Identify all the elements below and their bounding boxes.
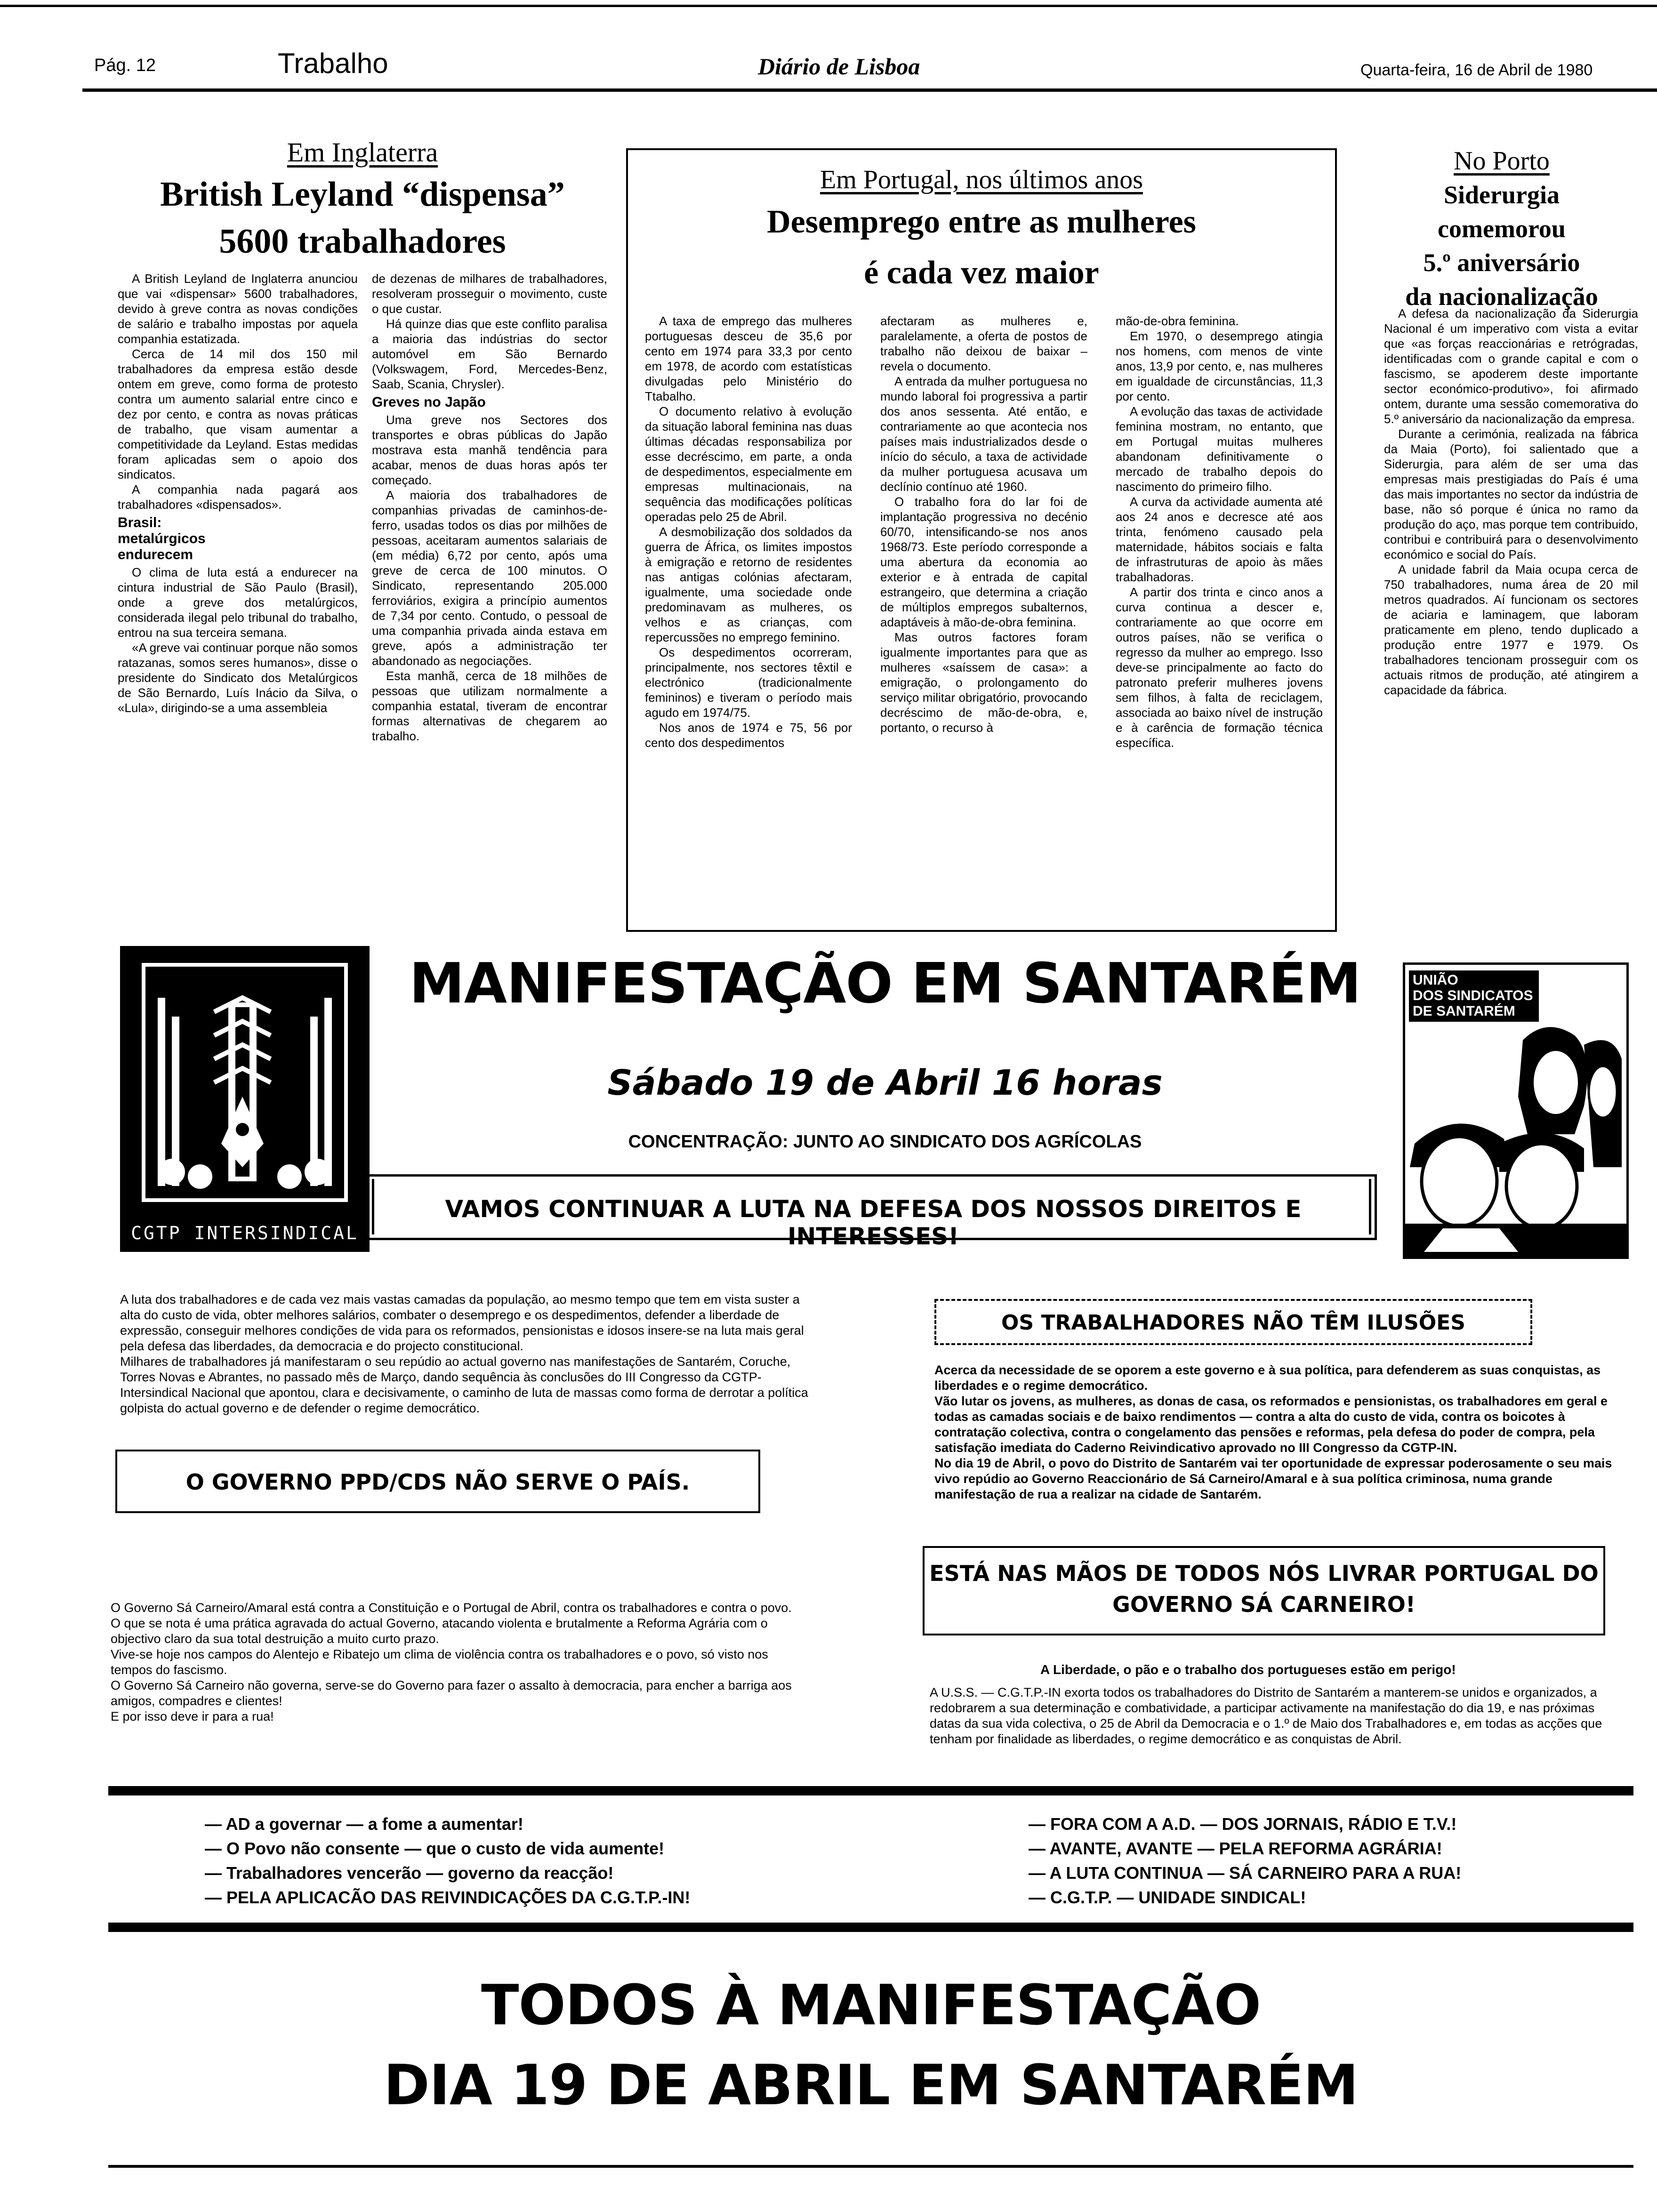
workers-illustration-icon [1405, 965, 1626, 1257]
paragraph: Durante a cerimónia, realizada na fábrica da Maia (Porto), foi salientado que a Siderurgia, para além de ser uma das empresas mais prestigiadas do País é uma das mais importantes no sector da indústria de base, não só porque é única no ramo da produção do aço, mas porque tem contribuido, contribui e contribuirá para o desenvolvimento económico e social do País. [1384, 427, 1638, 561]
headline-line: Desemprego entre as mulheres [767, 204, 1196, 240]
paragraph: O documento relativo à evolução da situação laboral feminina nas duas últimas décadas responsabiliza por esse decréscimo, em parte, a onda de despedimentos, especialmente em empresas multinacionais, na sequência das modificações políticas operadas pelo 25 de Abril. [645, 404, 852, 524]
paragraph: O que se nota é uma prática agravada do actual Governo, atacando violenta e brutalmente a Reforma Agrária com o objectivo claro da sua total destruição a muito curto prazo. [111, 1616, 768, 1646]
paragraph: O Governo Sá Carneiro/Amaral está contra a Constituição e o Portugal de Abril, contra os trabalhadores e contra o povo. [111, 1601, 792, 1615]
slogan: — A LUTA CONTINUA — SÁ CARNEIRO PARA A RUA! [1029, 1863, 1462, 1883]
headline-line: Siderurgia [1443, 181, 1560, 209]
article-portugal [631, 165, 1332, 298]
article-column [880, 313, 1087, 735]
paragraph: E por isso deve ir para a rua! [111, 1709, 274, 1723]
footer-line: DIA 19 DE ABRIL EM SANTARÉM [383, 2052, 1359, 2117]
paragraph: «A greve vai continuar porque não somos ratazanas, somos seres humanos», disse o presidente do Sindicato dos Metalúrgicos de São Bernardo, Luís Inácio da Silva, o «Lula», dirigindo-se a uma assembleia [118, 641, 358, 715]
masthead-rule [82, 88, 1657, 92]
paragraph: Vão lutar os jovens, as mulheres, as donas de casa, os reformados e pensionistas, os trabalhadores em geral e todas as camadas sociais e de baixo rendimentos — contra a alta do custo de vida, contra os boicotes à contratação colectiva, contra o congelamento das pensões e reformas, pela defesa do poder de compra, pela satisfação imediata do Caderno Reivindicativo aprovado no III Congresso da CGTP-IN. [934, 1394, 1608, 1455]
manifestacao-concentration: CONCENTRAÇÃO: JUNTO AO SINDICATO DOS AGRÍCOLAS [628, 1132, 1142, 1152]
slogan: — Trabalhadores vencerão — governo da reacção! [205, 1863, 614, 1883]
paragraph: A partir dos trinta e cinco anos a curva continua a descer e, contrariamente ao que ocorre em outros países, não se verifica o regresso da mulher ao emprego. Isso deve-se principalmente ao facto do patronato preferir mulheres jovens sem filhos, à falta de reciclagem, associada ao baixo nível de instrução e à carência de formação técnica específica. [1116, 585, 1323, 750]
slogan: — AD a governar — a fome a aumentar! [205, 1814, 523, 1834]
paragraph: A entrada da mulher portuguesa no mundo laboral foi progressiva a partir dos anos sessenta. Até então, e contrariamente ao que acontecia nos países mais industrializados desde o início do século, a taxa de actividade da mulher portuguesa acusava um declínio contínuo até 1960. [880, 374, 1087, 494]
paragraph: No dia 19 de Abril, o povo do Distrito de Santarém vai ter oportunidade de expressar poderosamente o seu mais vivo repúdio ao Governo Reaccionário de Sá Carneiro/Amaral e à sua política criminosa, numa grande manifestação de rua a realizar na cidade de Santarém. [934, 1456, 1612, 1501]
issue-date: Quarta-feira, 16 de Abril de 1980 [1360, 61, 1593, 79]
paragraph: Acerca da necessidade de se oporem a este governo e à sua política, para defenderem as suas conquistas, as liberdades e o regime democrático. [934, 1363, 1601, 1393]
paragraph: O trabalho fora do lar foi de implantação progressiva no decénio 60/70, intensificando-se nos anos 1968/73. Este período corresponde a uma abertura da economia ao exterior e à entrada de capital estrangeiro, que determina a criação de múltiplos empregos subalternos, adaptáveis à mão-de-obra feminina. [880, 495, 1087, 629]
union-poster [1403, 962, 1629, 1259]
union-label-line: UNIÃO [1413, 972, 1458, 988]
paragraph: A British Leyland de Inglaterra anunciou que vai «dispensar» 5600 trabalhadores, devido à greve contra as novas condições de salário e trabalho impostas por aquela companhia estatizada. [118, 272, 358, 346]
paragraph: A companhia nada pagará aos trabalhadores «dispensados». [118, 482, 358, 512]
footer-call [108, 1965, 1633, 2125]
paragraph: A desmobilização dos soldados da guerra de África, os limites impostos à emigração e retorno de residentes nas antigas colónias afectaram, igualmente, uma sociedade onde predominavam as mulheres, os velhos e as crianças, com repercussões no emprego feminino. [645, 525, 852, 644]
manifestacao-banner-text: VAMOS CONTINUAR A LUTA NA DEFESA DOS NOSSOS DIREITOS E INTERESSES! [445, 1195, 1302, 1250]
slogan: — FORA COM A A.D. — DOS JORNAIS, RÁDIO E T.V.! [1029, 1814, 1457, 1834]
paragraph: O clima de luta está a endurecer na cintura industrial de São Paulo (Brasil), onde a greve dos metalúrgicos, considerada ilegal pelo tribunal do trabalho, entrou na sua terceira semana. [118, 565, 358, 640]
slogans-left [205, 1812, 873, 1910]
paragraph: afectaram as mulheres e, paralelamente, a oferta de postos de trabalho não deixou de baixar – revela o documento. [880, 314, 1087, 373]
livrar-box-text [927, 1558, 1601, 1620]
subheading: Brasil: metalúrgicos endurecem [118, 515, 206, 562]
slogan: — O Povo não consente — que o custo de vida aumente! [205, 1839, 665, 1858]
footer-rule [108, 2165, 1633, 2168]
paragraph: A evolução das taxas de actividade feminina mostram, no entanto, que em Portugal muitas mulheres abandonam definitivamente o mercado de trabalho depois do nascimento do primeiro filho. [1116, 404, 1323, 494]
paragraph: A luta dos trabalhadores e de cada vez mais vastas camadas da população, ao mesmo tempo que tem em vista suster a alta do custo de vida, obter melhores salários, combater o desemprego e os despedimentos, defender a liberdade de expressão, conseguir melhores condições de vida para os reformados, pensionistas e idosos insere-se na luta mais geral pela defesa das liberdades, da democracia e do projecto constitucional. [120, 1292, 804, 1353]
union-label-line: DE SANTARÉM [1413, 1003, 1515, 1019]
paragraph: Cerca de 14 mil dos 150 mil trabalhadores da empresa estão desde ontem em greve, como forma de protesto contra um aumento salarial entre cinco e dez por cento, e contra as novas práticas de trabalho, que visam aumentar a competitividade da Leyland. Estas medidas foram aplicadas sem o apoio dos sindicatos. [118, 347, 358, 481]
paragraph: Há quinze dias que este conflito paralisa a maioria das indústrias do sector automóvel em São Bernardo (Volkswagem, Ford, Mercedes-Benz, Saab, Scania, Chrysler). [372, 317, 607, 391]
paragraph: mão-de-obra feminina. [1116, 314, 1239, 328]
article-porto [1356, 146, 1648, 313]
liberdade-line: A Liberdade, o pão e o trabalho dos portugueses estão em perigo! [1040, 1662, 1456, 1677]
paragraph: A defesa da nacionalização da Siderurgia Nacional é um imperativo com vista a evitar que «as forças reaccionárias e retrógradas, identificadas com o grande capital e com o fascismo, se apoderem deste importante sector económico-produtivo», foi afirmado ontem, durante uma sessão comemorativa do 5.º aniversário da nacionalização da empresa. [1384, 306, 1638, 426]
paragraph: Esta manhã, cerca de 18 milhões de pessoas que utilizam normalmente a companhia estatal, tiveram de encontrar formas alternativas de chegarem ao trabalho. [372, 669, 607, 743]
article-headline [1356, 178, 1648, 313]
slogan: — PELA APLICACÃO DAS REIVINDICAÇÕES DA C.G.T.P.-IN! [205, 1888, 691, 1907]
headline-line: 5.º aniversário [1423, 248, 1580, 277]
article-column [118, 271, 358, 715]
logo-caption: CGTP INTERSINDICAL [131, 1223, 359, 1243]
headline-line: é cada vez maior [864, 255, 1099, 291]
top-rule [0, 5, 1657, 7]
headline-line: British Leyland “dispensa” [160, 175, 565, 214]
slogan: — C.G.T.P. — UNIDADE SINDICAL! [1029, 1888, 1306, 1907]
article-kicker: Em Portugal, nos últimos anos [820, 165, 1143, 194]
headline-line: da nacionalização [1405, 282, 1598, 311]
paragraph: de dezenas de milhares de trabalhadores, resolveram prosseguir o movimento, custe o que custar. [372, 272, 607, 316]
article-column [372, 271, 607, 744]
right-text [934, 1362, 1631, 1502]
governo-box-text: O GOVERNO PPD/CDS NÃO SERVE O PAÍS. [185, 1469, 690, 1495]
ilusoes-box-text: OS TRABALHADORES NÃO TÊM ILUSÕES [1001, 1311, 1465, 1335]
article-column [1116, 313, 1323, 750]
paragraph: A maioria dos trabalhadores de companhias privadas de caminhos-de-ferro, usadas todos os dias por milhões de pessoas, aceitaram aumentos salariais de (em média) 6,72 por cento, após uma greve de cerca de 100 minutos. O Sindicato, representando 205.000 ferroviários, exigira a princípio aumentos de 7,34 por cento. Contudo, o pessoal de uma companhia privada ainda estava em greve, após a administração ter abandonado as negociações. [372, 488, 607, 668]
left-intro [120, 1292, 812, 1416]
paragraph: Os despedimentos ocorreram, principalmente, nos sectores têxtil e electrónico (tradicionalmente femininos) e tiveram o período mais agudo em 1974/75. [645, 645, 852, 720]
slogan: — AVANTE, AVANTE — PELA REFORMA AGRÁRIA! [1029, 1839, 1442, 1858]
left-body [111, 1600, 812, 1724]
paragraph: A curva da actividade aumenta até aos 24 anos e decresce até aos trinta, fenómeno causado pela maternidade, hábitos sociais e falta de infrastruturas de apoio às mães trabalhadoras. [1116, 495, 1323, 584]
footer-line: TODOS À MANIFESTAÇÃO [481, 1972, 1261, 2037]
article-headline [631, 197, 1332, 298]
paragraph: Uma greve nos Sectores dos transportes e obras públicas do Japão mostrava esta manhã tendência para acabar, menos de duas horas após ter começado. [372, 413, 607, 487]
livrar-line: ESTÁ NAS MÃOS DE TODOS NÓS LIVRAR PORTUGAL DO [929, 1561, 1599, 1586]
uss-paragraph: A U.S.S. — C.G.T.P.-IN exorta todos os trabalhadores do Distrito de Santarém a manterem-se unidos e organizados, a redobrarem a sua determinação e combatividade, a participar activamente na manifestação do dia 19, e nas próximas datas da sua vida colectiva, o 25 de Abril da Democracia e o 1.º de Maio dos Trabalhadores e, em todas as acções que tenham por finalidade as liberdades, o regime democrático e as conquistas de Abril. [930, 1685, 1602, 1746]
paragraph: Nos anos de 1974 e 75, 56 por cento dos despedimentos [645, 721, 852, 750]
manifestacao-title: MANIFESTAÇÃO EM SANTARÉM [409, 951, 1361, 1016]
paragraph: Vive-se hoje nos campos do Alentejo e Ribatejo um clima de violência contra os trabalhadores e o povo, só visto nos tempos do fascismo. [111, 1647, 768, 1677]
cgtp-logo [120, 946, 370, 1252]
paragraph: O Governo Sá Carneiro não governa, serve-se do Governo para fazer o assalto à democracia, para encher a barriga aos amigos, compadres e clientes! [111, 1678, 792, 1708]
article-column [1384, 306, 1638, 697]
livrar-line: GOVERNO SÁ CARNEIRO! [1112, 1592, 1416, 1617]
slogans-right [1029, 1812, 1622, 1910]
slogans-bottom-rule [108, 1923, 1633, 1932]
paragraph: Em 1970, o desemprego atingia nos homens, com menos de vinte anos, 13,9 por cento, e, nas mulheres em igualdade de circunstâncias, 11,3 por cento. [1116, 329, 1323, 403]
section-title: Trabalho [278, 48, 388, 79]
page-number: Pág. 12 [94, 56, 156, 75]
paragraph: A unidade fabril da Maia ocupa cerca de 750 trabalhadores, numa área de 20 mil metros quadrados. Aí funcionam os sectores de aciaria e laminagem, que laboram praticamente em pleno, tendo duplicado a produção entre 1977 e 1979. Os trabalhadores tencionam prosseguir com os actuais ritmos de produção, até atingirem a capacidade da fábrica. [1384, 562, 1638, 697]
banner-rule [372, 1179, 374, 1234]
newspaper-name: Diário de Lisboa [758, 53, 920, 80]
subheading: Greves no Japão [372, 394, 486, 410]
manifestacao-datetime: Sábado 19 de Abril 16 horas [607, 1063, 1163, 1103]
headline-line: 5600 trabalhadores [219, 222, 506, 261]
article-column [645, 313, 852, 750]
headline-line: comemorou [1438, 215, 1566, 243]
paragraph: A taxa de emprego das mulheres portuguesas desceu de 35,6 por cento em 1974 para 33,3 por cento em 1978, de acordo com estatísticas divulgadas pelo Ministério do Ttabalho. [645, 314, 852, 403]
paragraph: Mas outros factores foram igualmente importantes para que as mulheres «saíssem de casa»: a emigração, o prolongamento do serviço militar obrigatório, provocando decréscimo de mão-de-obra, e, portanto, o recurso à [880, 630, 1087, 735]
article-kicker: No Porto [1454, 146, 1550, 176]
cgtp-emblem-icon [120, 946, 370, 1219]
union-label-line: DOS SINDICATOS [1413, 988, 1533, 1003]
article-inglaterra [113, 136, 612, 265]
paragraph: Milhares de trabalhadores já manifestaram o seu repúdio ao actual governo nas manifestações de Santarém, Coruche, Torres Novas e Abrantes, no passado mês de Março, dando sequência às conclusões do III Congresso da CGTP-Intersindical Nacional que apontou, clara e decisivamente, o caminho de luta de massas como forma de derrotar a política golpista do actual governo e de defender o regime democrático. [120, 1354, 808, 1415]
slogans-top-rule [108, 1786, 1633, 1795]
article-headline [113, 171, 612, 265]
article-kicker: Em Inglaterra [287, 137, 438, 168]
